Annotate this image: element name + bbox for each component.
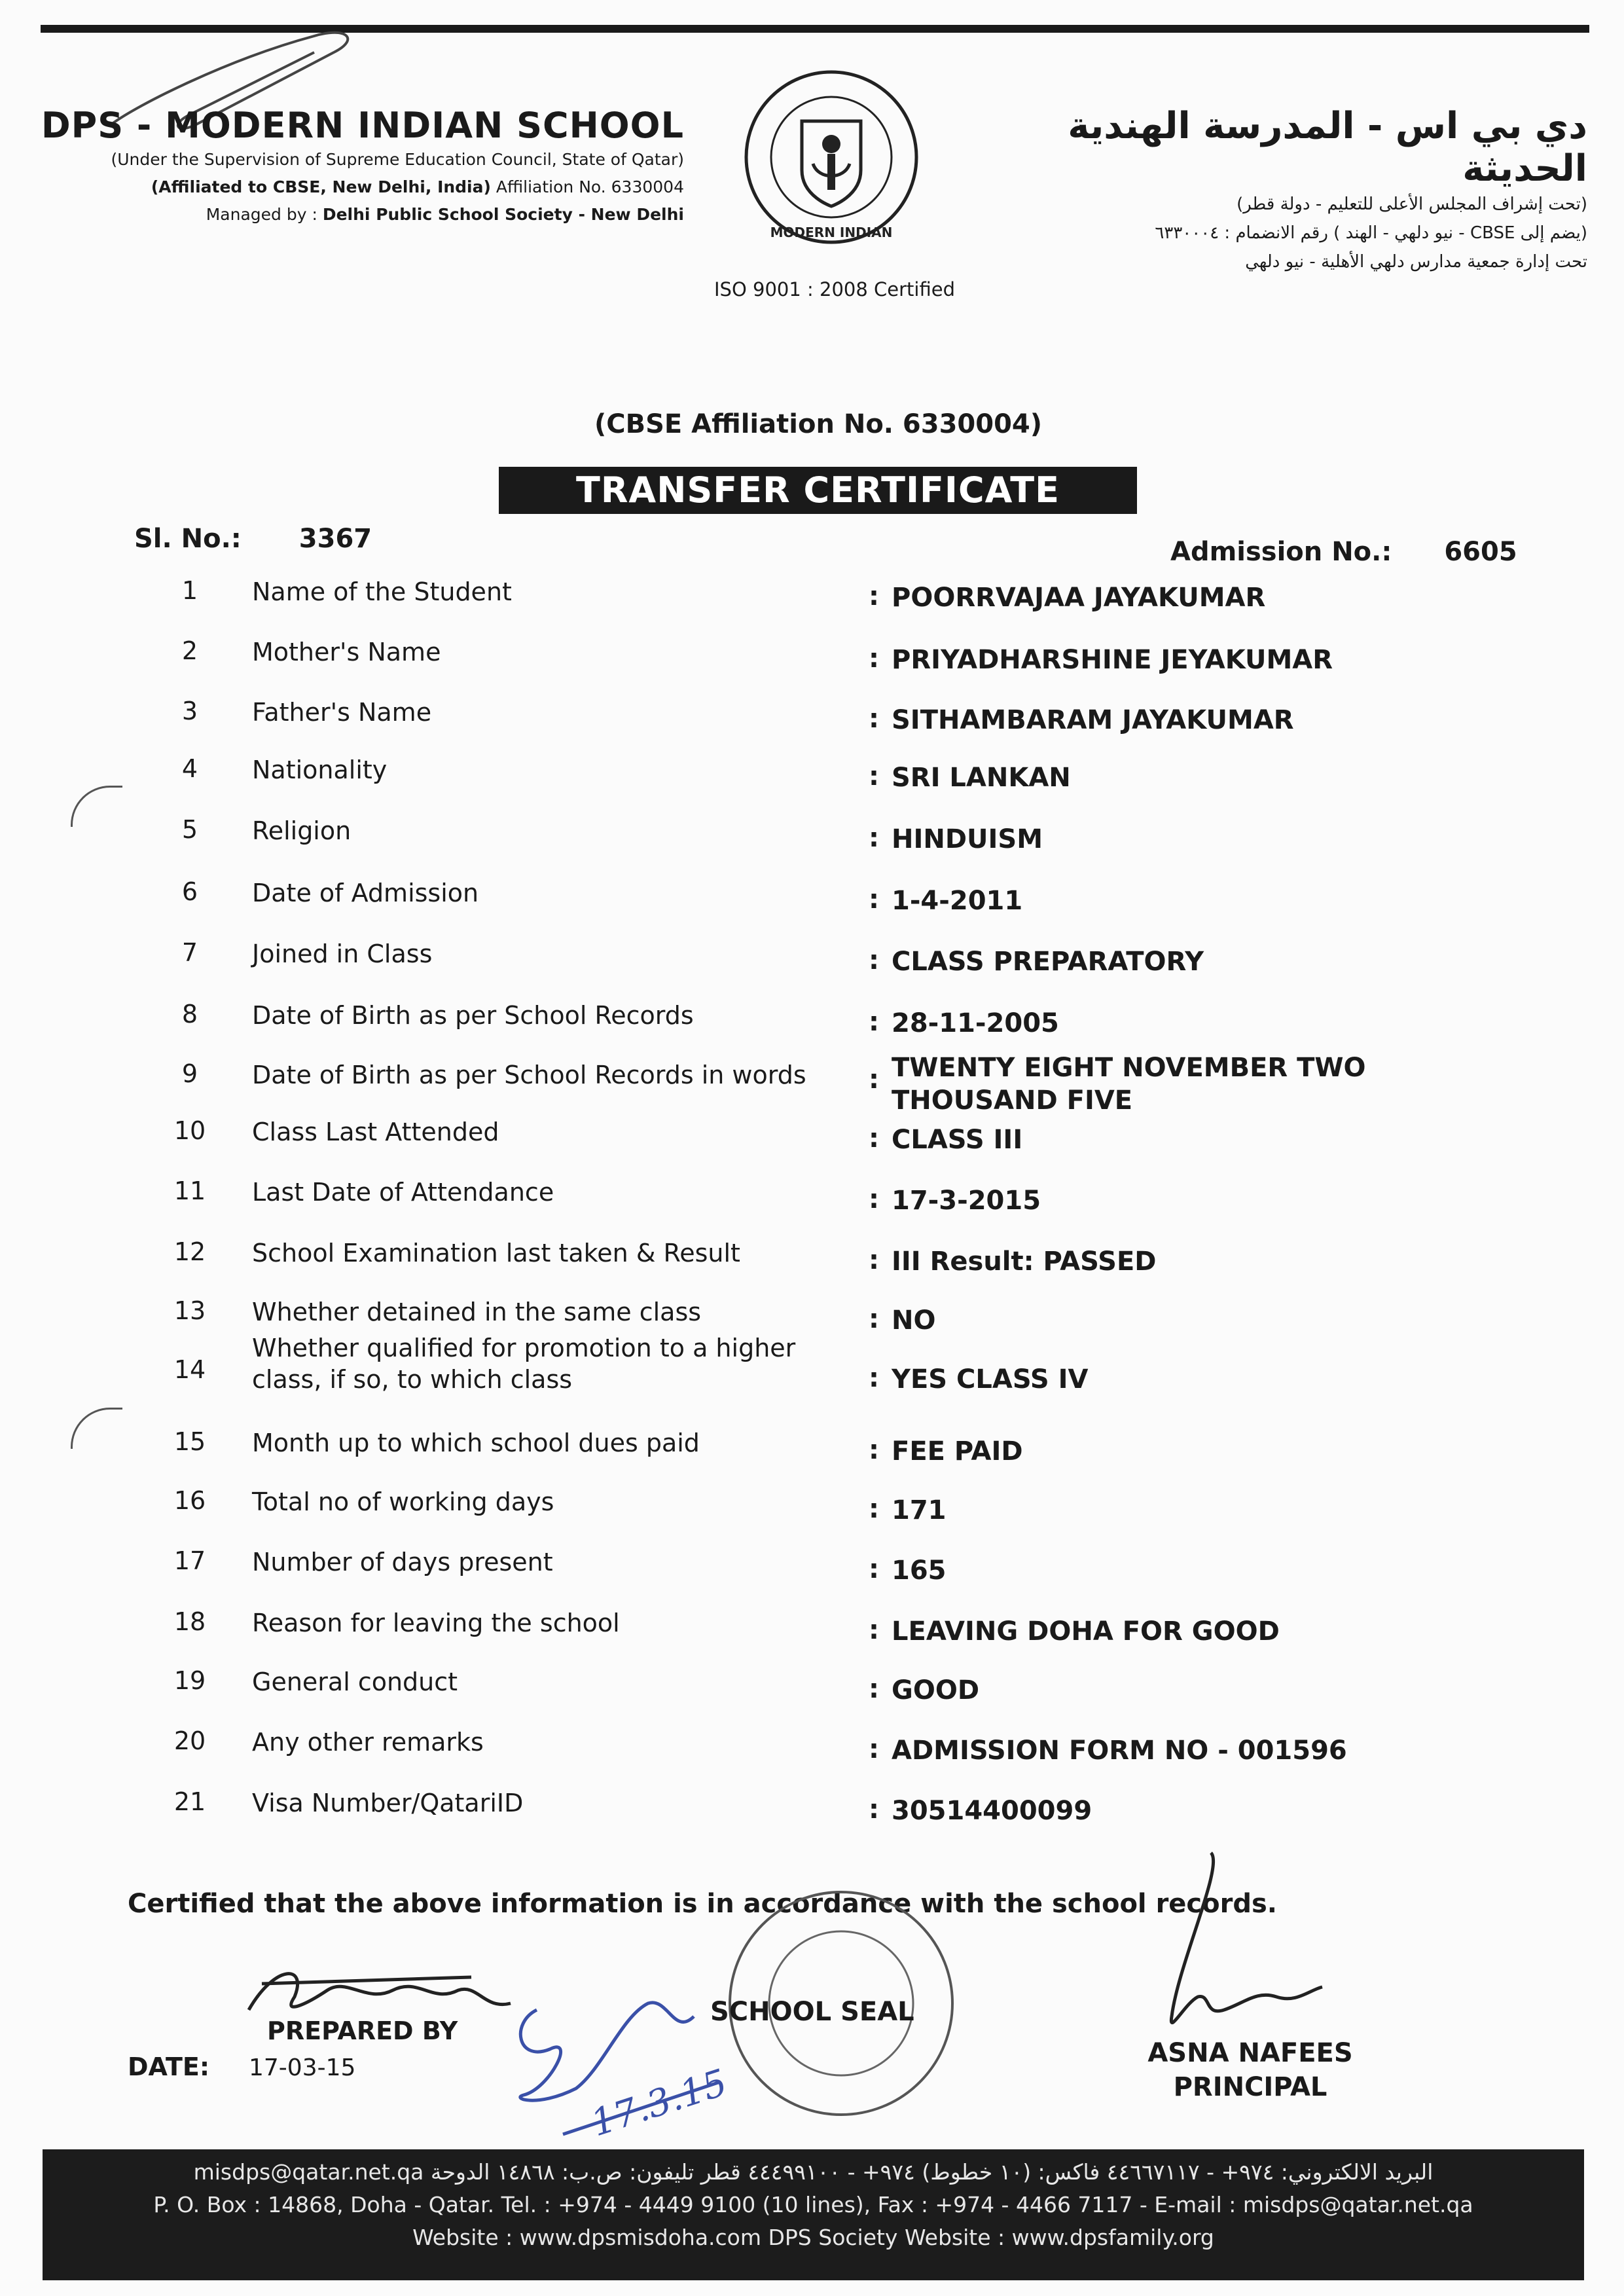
preparer-signature (249, 1974, 511, 2010)
row-number: 12 (173, 1237, 206, 1266)
field-colon: : (869, 823, 879, 853)
row-number: 20 (173, 1726, 206, 1755)
field-label: Name of the Student (252, 577, 512, 606)
row-number: 8 (181, 1000, 198, 1029)
arabic-line-1: (تحت إشراف المجلس الأعلى للتعليم - دولة قطر) (1236, 194, 1587, 214)
footer-line-1: misdps@qatar.net.qa البريد الالكتروني: ٩٧٤+ - ٤٤٦٦٧١١٧ فاكس: (١٠ خطوط) ٩٧٤+ - ٤٤٤٩٩١٠٠ قطر تليفون: ص.ب: ١٤٨٦٨ الدوحة (193, 2159, 1434, 2185)
field-value: ADMISSION FORM NO - 001596 (892, 1736, 1347, 1766)
row-number: 15 (173, 1427, 206, 1456)
field-value: SRI LANKAN (892, 763, 1071, 793)
principal-block (1100, 2036, 1401, 2104)
field-colon: : (869, 884, 879, 915)
field-colon: : (869, 704, 879, 734)
field-colon: : (869, 1007, 879, 1037)
field-label: Number of days present (252, 1548, 553, 1576)
row-number: 9 (181, 1059, 198, 1088)
field-label: Whether detained in the same class (252, 1298, 702, 1326)
row-number: 13 (173, 1296, 206, 1325)
field-label: Whether qualified for promotion to a higher class, if so, to which class (252, 1334, 796, 1394)
field-value: POORRVAJAA JAYAKUMAR (892, 583, 1266, 613)
field-label: Religion (252, 816, 352, 845)
arabic-line-3: تحت إدارة جمعية مدارس دلهي الأهلية - نيو دلهي (1245, 252, 1587, 272)
field-colon: : (869, 1795, 879, 1825)
row-number: 3 (181, 697, 198, 725)
field-value: CLASS III (892, 1125, 1023, 1155)
field-value: CLASS PREPARATORY (892, 947, 1204, 977)
school-seal-label: SCHOOL SEAL (710, 1997, 914, 2027)
field-label: Total no of working days (252, 1487, 554, 1516)
field-value: 1-4-2011 (892, 886, 1023, 916)
field-label: Joined in Class (252, 939, 433, 968)
date-label: DATE: (128, 2052, 210, 2081)
row-number: 5 (181, 815, 198, 844)
row-number: 7 (181, 938, 198, 967)
field-colon: : (869, 945, 879, 975)
row-number: 21 (173, 1787, 206, 1816)
field-label: Month up to which school dues paid (252, 1429, 700, 1457)
field-label: Mother's Name (252, 638, 441, 666)
field-value: 28-11-2005 (892, 1008, 1059, 1038)
row-number: 19 (173, 1666, 206, 1695)
field-colon: : (869, 1734, 879, 1764)
footer-websites: Website : www.dpsmisdoha.com DPS Society Website : www.dpsfamily.org (412, 2225, 1214, 2250)
field-colon: : (869, 1123, 879, 1154)
field-value: YES CLASS IV (892, 1364, 1089, 1394)
field-value: 171 (892, 1495, 947, 1525)
row-number: 17 (173, 1546, 206, 1575)
field-label: Date of Birth as per School Records (252, 1001, 694, 1030)
field-label: Date of Admission (252, 879, 479, 907)
affiliation-line: (Affiliated to CBSE, New Delhi, India) Affiliation No. 6330004 (151, 177, 684, 196)
supervision-line: (Under the Supervision of Supreme Education Council, State of Qatar) (111, 150, 684, 169)
field-value: NO (892, 1305, 936, 1336)
field-value: GOOD (892, 1675, 980, 1705)
field-colon: : (869, 644, 879, 674)
field-value: 17-3-2015 (892, 1186, 1041, 1216)
admission-number-label: Admission No.: (1170, 537, 1392, 567)
field-label: General conduct (252, 1667, 458, 1696)
row-number: 14 (173, 1355, 206, 1384)
field-label: Nationality (252, 756, 388, 784)
field-label: Any other remarks (252, 1728, 484, 1757)
iso-certification: ISO 9001 : 2008 Certified (714, 278, 955, 301)
row-number: 18 (173, 1607, 206, 1636)
managed-by-line: Managed by : Delhi Public School Society - New Delhi (206, 205, 684, 224)
field-colon: : (869, 1435, 879, 1465)
principal-title: PRINCIPAL (1173, 2072, 1327, 2102)
field-colon: : (869, 1304, 879, 1334)
field-value: TWENTY EIGHT NOVEMBER TWO THOUSAND FIVE (892, 1053, 1366, 1116)
field-colon: : (869, 1363, 879, 1393)
field-value: FEE PAID (892, 1436, 1023, 1467)
field-label: Class Last Attended (252, 1118, 499, 1146)
row-number: 1 (181, 576, 198, 605)
field-colon: : (869, 1615, 879, 1645)
row-number: 2 (181, 636, 198, 665)
arabic-school-name: دي بي اس - المدرسة الهندية الحديثة (1068, 105, 1587, 190)
row-number: 4 (181, 754, 198, 783)
field-label: Father's Name (252, 698, 432, 727)
field-value: HINDUISM (892, 824, 1043, 854)
footer-address: P. O. Box : 14868, Doha - Qatar. Tel. : +974 - 4449 9100 (10 lines), Fax : +974 - 4466 7117 - E-mail : misdps@qatar.net.qa (153, 2192, 1473, 2217)
field-value: III Result: PASSED (892, 1247, 1157, 1277)
principal-name: ASNA NAFEES (1147, 2038, 1353, 2068)
field-colon: : (869, 1184, 879, 1214)
row-number: 6 (181, 877, 198, 906)
footer-bar (43, 2149, 1584, 2280)
field-value: 165 (892, 1556, 947, 1586)
school-name: DPS - MODERN INDIAN SCHOOL (41, 105, 684, 146)
certification-statement: Certified that the above information is in accordance with the school records. (128, 1889, 1277, 1919)
row-number: 16 (173, 1486, 206, 1515)
date-value: 17-03-15 (249, 2054, 356, 2081)
arabic-line-2: (يضم إلى CBSE - نيو دلهي - الهند ) رقم الانضمام : ٦٣٣٠٠٠٤ (1155, 223, 1587, 243)
field-colon: : (869, 581, 879, 611)
field-value: LEAVING DOHA FOR GOOD (892, 1616, 1280, 1647)
field-colon: : (869, 1245, 879, 1275)
field-label: School Examination last taken & Result (252, 1239, 740, 1267)
field-value: 30514400099 (892, 1796, 1092, 1826)
field-label: Visa Number/QatariID (252, 1789, 524, 1817)
cbse-affiliation: (CBSE Affiliation No. 6330004) (594, 409, 1043, 439)
field-colon: : (869, 1494, 879, 1524)
handwritten-date: 17.3.15 (586, 2061, 732, 2145)
field-label: Date of Birth as per School Records in words (252, 1061, 806, 1089)
certificate-title: TRANSFER CERTIFICATE (499, 467, 1137, 514)
field-colon: : (869, 761, 879, 792)
field-label: Reason for leaving the school (252, 1609, 620, 1637)
prepared-by-label: PREPARED BY (267, 2016, 458, 2045)
field-colon: : (869, 1554, 879, 1584)
field-value: SITHAMBARAM JAYAKUMAR (892, 705, 1294, 735)
row-number: 11 (173, 1176, 206, 1205)
admission-number-value: 6605 (1444, 537, 1517, 567)
field-value: PRIYADHARSHINE JEYAKUMAR (892, 645, 1333, 675)
field-colon: : (869, 1065, 879, 1095)
field-label: Last Date of Attendance (252, 1178, 554, 1207)
principal-signature (1171, 1853, 1322, 2022)
row-number: 10 (173, 1116, 206, 1145)
svg-text:MODERN INDIAN: MODERN INDIAN (770, 225, 893, 240)
serial-number-label: Sl. No.: (134, 524, 242, 554)
serial-number-value: 3367 (298, 524, 372, 554)
field-colon: : (869, 1674, 879, 1704)
